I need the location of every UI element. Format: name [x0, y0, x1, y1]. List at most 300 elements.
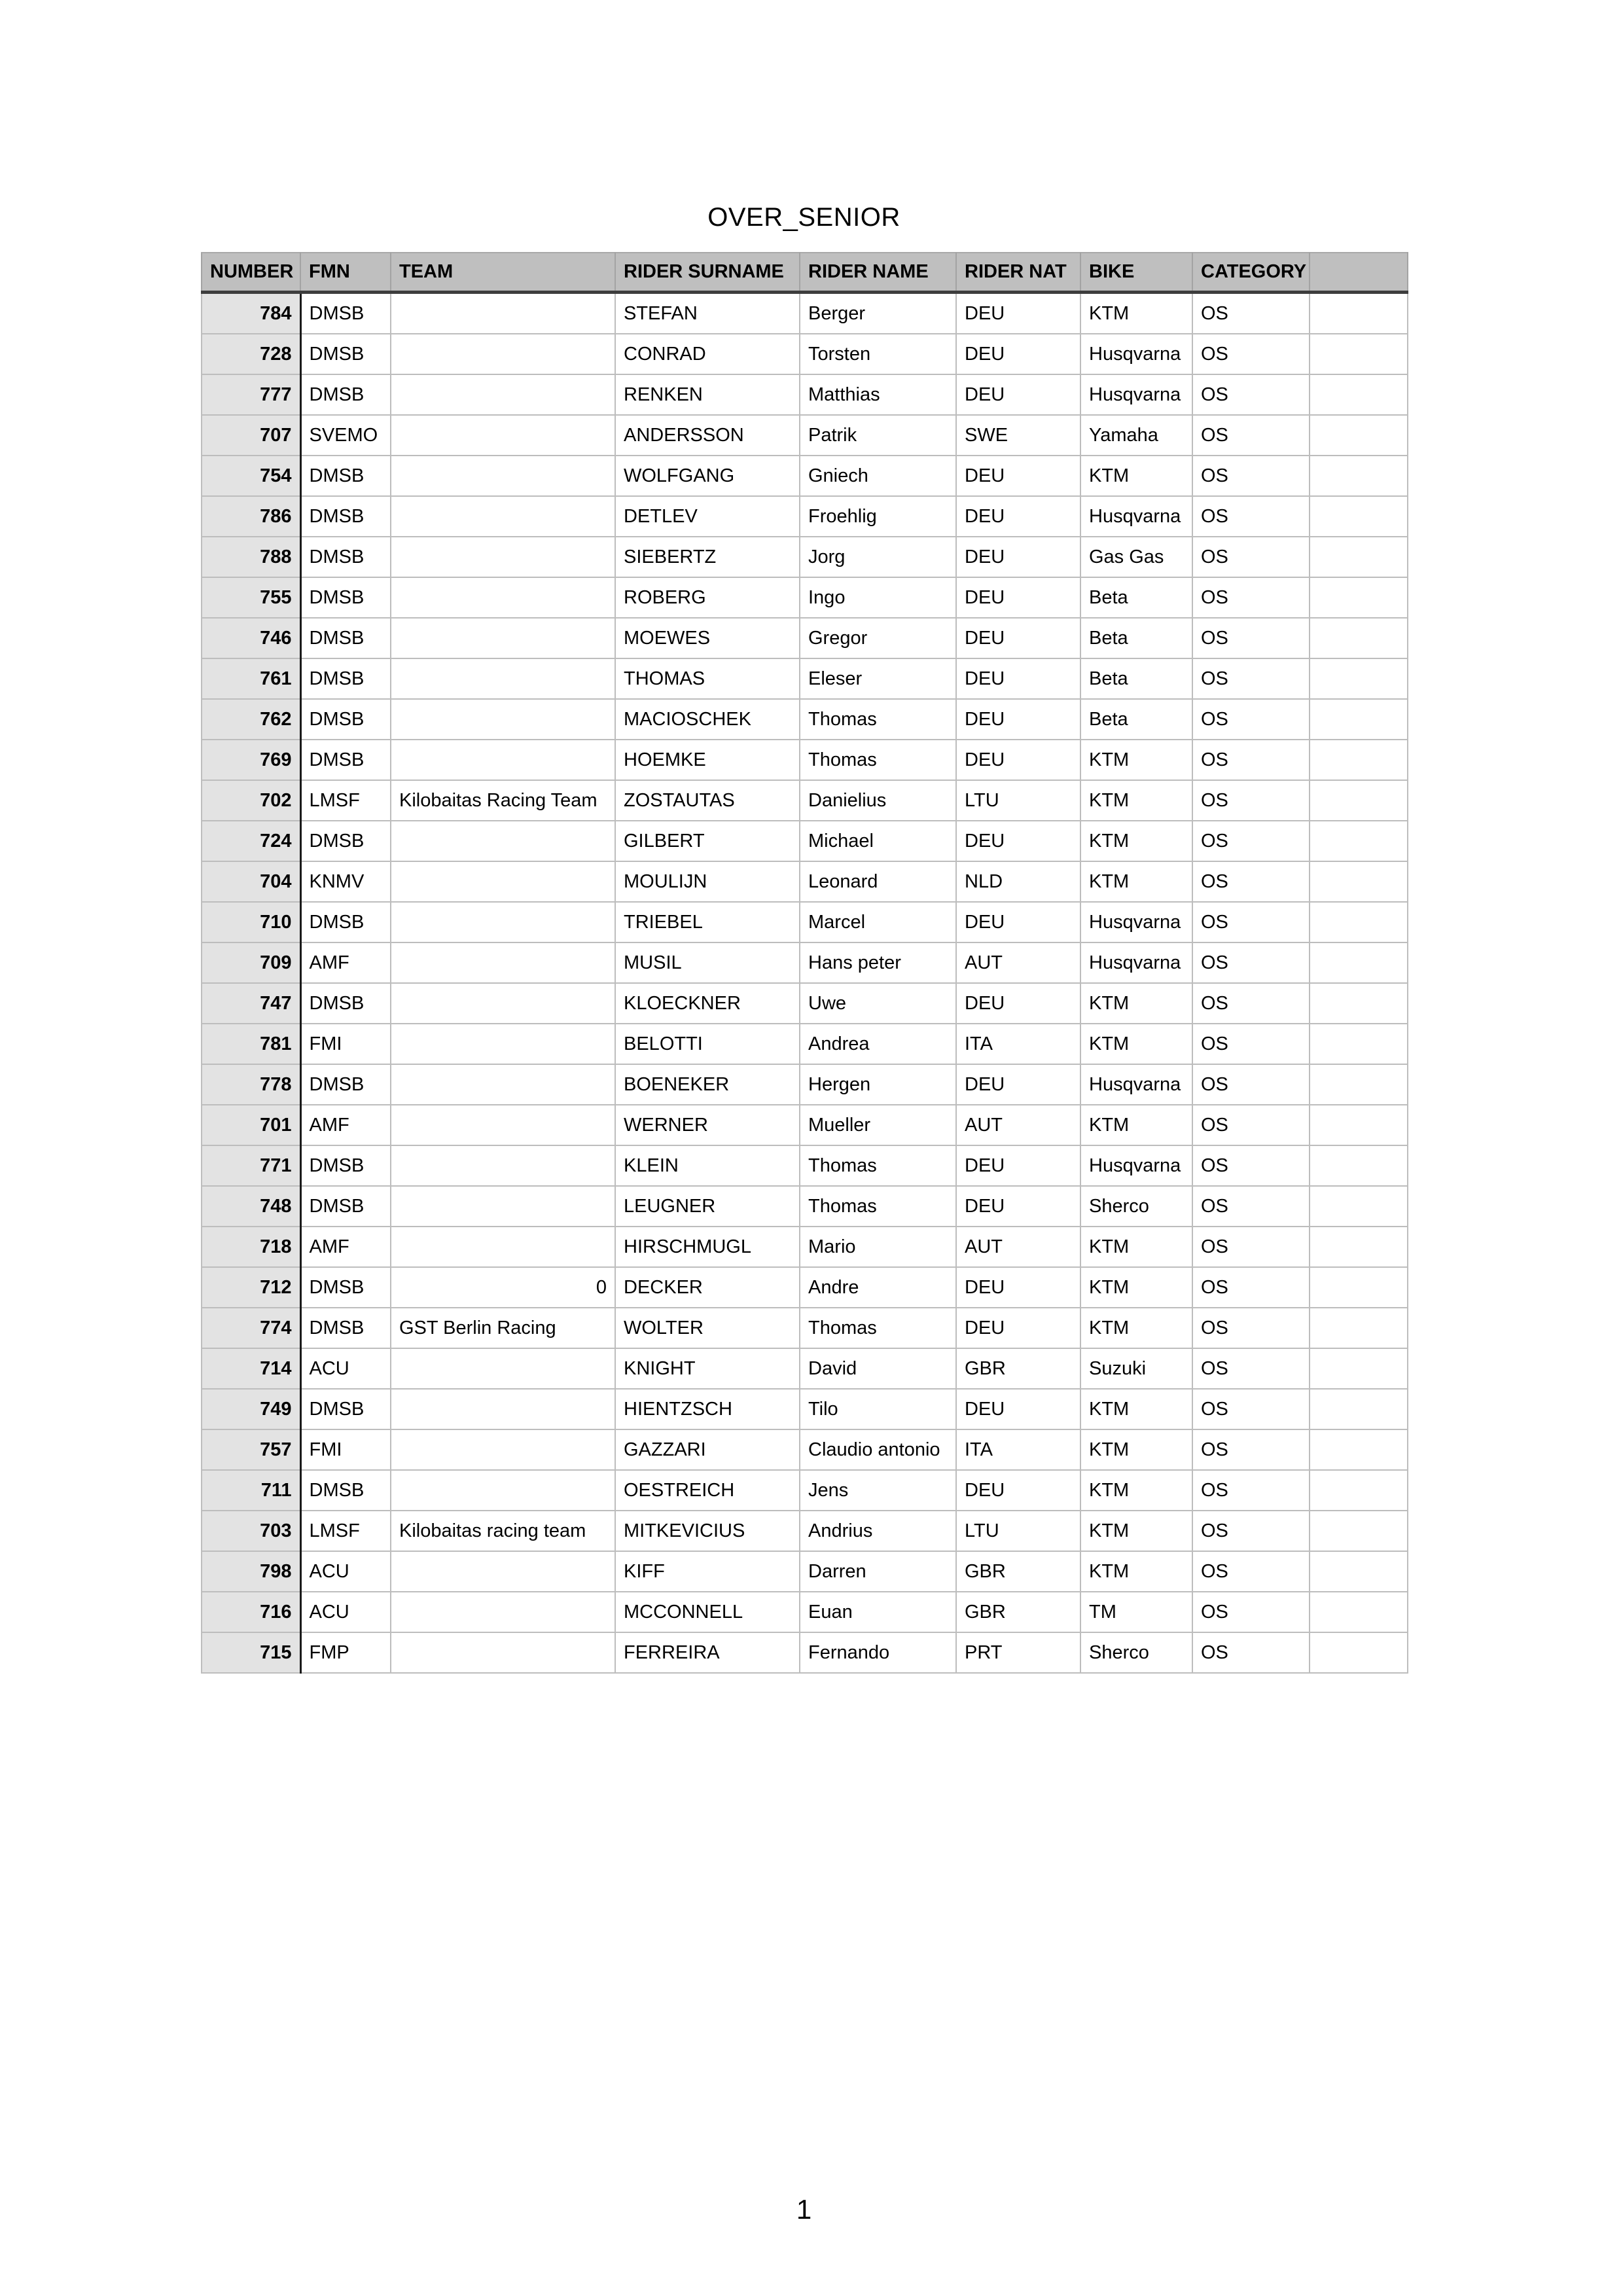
cell-number: 798 [202, 1551, 300, 1592]
cell-category: OS [1192, 1024, 1310, 1064]
cell-blank [1310, 456, 1408, 496]
cell-number: 711 [202, 1470, 300, 1511]
cell-blank [1310, 1145, 1408, 1186]
cell-bike: KTM [1080, 1308, 1192, 1348]
cell-nat: DEU [956, 1186, 1080, 1227]
cell-surname: LEUGNER [615, 1186, 800, 1227]
cell-bike: KTM [1080, 983, 1192, 1024]
cell-team [391, 1186, 615, 1227]
table-row [202, 1186, 1408, 1227]
table-row [202, 1024, 1408, 1064]
table-row [202, 861, 1408, 902]
cell-nat: DEU [956, 699, 1080, 740]
cell-number: 709 [202, 942, 300, 983]
cell-fmn: DMSB [300, 293, 391, 334]
cell-team [391, 1470, 615, 1511]
cell-surname: BOENEKER [615, 1064, 800, 1105]
cell-nat: DEU [956, 1064, 1080, 1105]
cell-blank [1310, 1024, 1408, 1064]
cell-name: Claudio antonio [800, 1429, 956, 1470]
cell-bike: Beta [1080, 699, 1192, 740]
cell-nat: GBR [956, 1551, 1080, 1592]
cell-fmn: DMSB [300, 740, 391, 780]
table-row [202, 577, 1408, 618]
cell-fmn: DMSB [300, 537, 391, 577]
cell-blank [1310, 658, 1408, 699]
cell-surname: MACIOSCHEK [615, 699, 800, 740]
cell-category: OS [1192, 1551, 1310, 1592]
cell-nat: DEU [956, 1267, 1080, 1308]
cell-blank [1310, 1551, 1408, 1592]
cell-nat: DEU [956, 334, 1080, 374]
col-header-rider-nat: RIDER NAT [956, 253, 1080, 293]
cell-team [391, 1145, 615, 1186]
cell-category: OS [1192, 658, 1310, 699]
table-row [202, 902, 1408, 942]
cell-nat: GBR [956, 1348, 1080, 1389]
cell-blank [1310, 496, 1408, 537]
cell-category: OS [1192, 618, 1310, 658]
col-header-number: NUMBER [202, 253, 300, 293]
cell-blank [1310, 618, 1408, 658]
cell-number: 747 [202, 983, 300, 1024]
cell-team [391, 1024, 615, 1064]
cell-blank [1310, 983, 1408, 1024]
cell-number: 746 [202, 618, 300, 658]
cell-team [391, 1227, 615, 1267]
cell-nat: LTU [956, 1511, 1080, 1551]
col-header-bike: BIKE [1080, 253, 1192, 293]
table-row [202, 456, 1408, 496]
cell-category: OS [1192, 902, 1310, 942]
cell-bike: Husqvarna [1080, 1064, 1192, 1105]
table-row [202, 1348, 1408, 1389]
cell-name: Andrius [800, 1511, 956, 1551]
cell-team [391, 1592, 615, 1632]
cell-number: 749 [202, 1389, 300, 1429]
cell-name: Mario [800, 1227, 956, 1267]
cell-name: Gniech [800, 456, 956, 496]
cell-bike: KTM [1080, 1511, 1192, 1551]
cell-surname: HIRSCHMUGL [615, 1227, 800, 1267]
cell-number: 714 [202, 1348, 300, 1389]
cell-fmn: ACU [300, 1592, 391, 1632]
table-row [202, 415, 1408, 456]
cell-name: Andre [800, 1267, 956, 1308]
cell-nat: DEU [956, 537, 1080, 577]
cell-category: OS [1192, 1592, 1310, 1632]
cell-name: Froehlig [800, 496, 956, 537]
cell-blank [1310, 1429, 1408, 1470]
cell-bike: KTM [1080, 740, 1192, 780]
cell-nat: NLD [956, 861, 1080, 902]
cell-category: OS [1192, 821, 1310, 861]
cell-team: Kilobaitas Racing Team [391, 780, 615, 821]
cell-surname: MITKEVICIUS [615, 1511, 800, 1551]
cell-number: 762 [202, 699, 300, 740]
cell-category: OS [1192, 1470, 1310, 1511]
cell-surname: KIFF [615, 1551, 800, 1592]
cell-number: 701 [202, 1105, 300, 1145]
rider-table-body [202, 293, 1408, 1674]
cell-fmn: DMSB [300, 983, 391, 1024]
cell-name: Hans peter [800, 942, 956, 983]
cell-fmn: DMSB [300, 699, 391, 740]
cell-surname: MCCONNELL [615, 1592, 800, 1632]
cell-category: OS [1192, 780, 1310, 821]
col-header-fmn: FMN [300, 253, 391, 293]
cell-name: Marcel [800, 902, 956, 942]
cell-nat: DEU [956, 1389, 1080, 1429]
cell-surname: THOMAS [615, 658, 800, 699]
cell-blank [1310, 780, 1408, 821]
cell-fmn: FMP [300, 1632, 391, 1673]
cell-blank [1310, 699, 1408, 740]
cell-number: 778 [202, 1064, 300, 1105]
cell-name: Thomas [800, 699, 956, 740]
cell-number: 704 [202, 861, 300, 902]
cell-fmn: DMSB [300, 1389, 391, 1429]
cell-team [391, 415, 615, 456]
cell-bike: KTM [1080, 1267, 1192, 1308]
cell-name: Michael [800, 821, 956, 861]
cell-number: 755 [202, 577, 300, 618]
cell-nat: SWE [956, 415, 1080, 456]
table-row [202, 496, 1408, 537]
cell-fmn: LMSF [300, 780, 391, 821]
cell-nat: AUT [956, 1105, 1080, 1145]
table-row [202, 1145, 1408, 1186]
cell-nat: DEU [956, 658, 1080, 699]
cell-category: OS [1192, 1064, 1310, 1105]
cell-nat: DEU [956, 1145, 1080, 1186]
cell-team [391, 1551, 615, 1592]
cell-fmn: FMI [300, 1024, 391, 1064]
cell-surname: KLEIN [615, 1145, 800, 1186]
cell-team [391, 618, 615, 658]
cell-category: OS [1192, 942, 1310, 983]
cell-category: OS [1192, 374, 1310, 415]
table-row [202, 1470, 1408, 1511]
cell-name: Eleser [800, 658, 956, 699]
cell-surname: MOEWES [615, 618, 800, 658]
cell-bike: Beta [1080, 658, 1192, 699]
table-row [202, 1064, 1408, 1105]
cell-bike: KTM [1080, 456, 1192, 496]
cell-number: 754 [202, 456, 300, 496]
cell-number: 728 [202, 334, 300, 374]
cell-fmn: SVEMO [300, 415, 391, 456]
cell-bike: Husqvarna [1080, 942, 1192, 983]
cell-number: 712 [202, 1267, 300, 1308]
table-row [202, 1389, 1408, 1429]
cell-number: 702 [202, 780, 300, 821]
cell-category: OS [1192, 1632, 1310, 1673]
col-header-blank [1310, 253, 1408, 293]
cell-category: OS [1192, 1145, 1310, 1186]
cell-fmn: DMSB [300, 334, 391, 374]
cell-fmn: DMSB [300, 374, 391, 415]
cell-name: Matthias [800, 374, 956, 415]
cell-fmn: DMSB [300, 456, 391, 496]
cell-number: 707 [202, 415, 300, 456]
cell-blank [1310, 577, 1408, 618]
cell-fmn: DMSB [300, 1064, 391, 1105]
cell-surname: MUSIL [615, 942, 800, 983]
cell-fmn: AMF [300, 1227, 391, 1267]
cell-bike: KTM [1080, 861, 1192, 902]
cell-nat: DEU [956, 740, 1080, 780]
col-header-rider-surname: RIDER SURNAME [615, 253, 800, 293]
cell-name: Hergen [800, 1064, 956, 1105]
cell-category: OS [1192, 861, 1310, 902]
cell-name: Jorg [800, 537, 956, 577]
cell-team [391, 942, 615, 983]
cell-surname: GAZZARI [615, 1429, 800, 1470]
table-row [202, 1308, 1408, 1348]
cell-number: 710 [202, 902, 300, 942]
cell-category: OS [1192, 1389, 1310, 1429]
cell-team [391, 1389, 615, 1429]
cell-fmn: DMSB [300, 496, 391, 537]
cell-bike: Beta [1080, 618, 1192, 658]
cell-number: 774 [202, 1308, 300, 1348]
cell-number: 788 [202, 537, 300, 577]
cell-surname: HOEMKE [615, 740, 800, 780]
cell-name: Torsten [800, 334, 956, 374]
cell-team: 0 [391, 1267, 615, 1308]
cell-surname: GILBERT [615, 821, 800, 861]
cell-category: OS [1192, 537, 1310, 577]
cell-surname: DECKER [615, 1267, 800, 1308]
cell-number: 757 [202, 1429, 300, 1470]
cell-name: Danielius [800, 780, 956, 821]
cell-number: 718 [202, 1227, 300, 1267]
cell-blank [1310, 1308, 1408, 1348]
cell-fmn: DMSB [300, 902, 391, 942]
cell-team [391, 293, 615, 334]
cell-blank [1310, 415, 1408, 456]
cell-number: 786 [202, 496, 300, 537]
cell-surname: FERREIRA [615, 1632, 800, 1673]
table-row [202, 983, 1408, 1024]
rider-table [201, 252, 1408, 1674]
cell-bike: KTM [1080, 1470, 1192, 1511]
cell-nat: DEU [956, 1308, 1080, 1348]
cell-bike: KTM [1080, 780, 1192, 821]
cell-surname: KLOECKNER [615, 983, 800, 1024]
cell-bike: KTM [1080, 821, 1192, 861]
cell-bike: Husqvarna [1080, 902, 1192, 942]
cell-bike: Yamaha [1080, 415, 1192, 456]
cell-name: Jens [800, 1470, 956, 1511]
table-row [202, 537, 1408, 577]
cell-bike: KTM [1080, 1024, 1192, 1064]
cell-fmn: DMSB [300, 1308, 391, 1348]
cell-number: 703 [202, 1511, 300, 1551]
cell-blank [1310, 740, 1408, 780]
header-row [202, 253, 1408, 293]
cell-nat: DEU [956, 1470, 1080, 1511]
cell-bike: KTM [1080, 1105, 1192, 1145]
cell-fmn: DMSB [300, 1267, 391, 1308]
cell-name: Patrik [800, 415, 956, 456]
cell-name: David [800, 1348, 956, 1389]
cell-name: Tilo [800, 1389, 956, 1429]
cell-category: OS [1192, 1105, 1310, 1145]
cell-category: OS [1192, 1186, 1310, 1227]
cell-fmn: AMF [300, 942, 391, 983]
cell-category: OS [1192, 577, 1310, 618]
cell-surname: WERNER [615, 1105, 800, 1145]
cell-blank [1310, 1632, 1408, 1673]
cell-name: Berger [800, 293, 956, 334]
table-row [202, 740, 1408, 780]
cell-bike: Husqvarna [1080, 496, 1192, 537]
cell-blank [1310, 1389, 1408, 1429]
cell-fmn: DMSB [300, 658, 391, 699]
cell-bike: Sherco [1080, 1632, 1192, 1673]
cell-fmn: DMSB [300, 821, 391, 861]
cell-surname: RENKEN [615, 374, 800, 415]
cell-name: Euan [800, 1592, 956, 1632]
table-row [202, 942, 1408, 983]
cell-team [391, 496, 615, 537]
cell-bike: TM [1080, 1592, 1192, 1632]
cell-bike: Husqvarna [1080, 374, 1192, 415]
cell-nat: GBR [956, 1592, 1080, 1632]
cell-blank [1310, 902, 1408, 942]
cell-blank [1310, 374, 1408, 415]
col-header-team: TEAM [391, 253, 615, 293]
cell-blank [1310, 821, 1408, 861]
cell-fmn: LMSF [300, 1511, 391, 1551]
page-title: OVER_SENIOR [707, 203, 901, 232]
cell-category: OS [1192, 456, 1310, 496]
cell-nat: DEU [956, 821, 1080, 861]
cell-team [391, 699, 615, 740]
cell-fmn: ACU [300, 1348, 391, 1389]
cell-name: Andrea [800, 1024, 956, 1064]
cell-blank [1310, 334, 1408, 374]
cell-category: OS [1192, 1429, 1310, 1470]
cell-team [391, 577, 615, 618]
table-row [202, 1105, 1408, 1145]
table-row [202, 821, 1408, 861]
cell-category: OS [1192, 293, 1310, 334]
cell-team [391, 983, 615, 1024]
cell-number: 716 [202, 1592, 300, 1632]
cell-bike: KTM [1080, 1551, 1192, 1592]
table-row [202, 618, 1408, 658]
cell-category: OS [1192, 1308, 1310, 1348]
cell-surname: TRIEBEL [615, 902, 800, 942]
cell-bike: KTM [1080, 1227, 1192, 1267]
cell-team [391, 902, 615, 942]
cell-fmn: DMSB [300, 618, 391, 658]
cell-category: OS [1192, 1511, 1310, 1551]
table-row [202, 1632, 1408, 1673]
cell-surname: ANDERSSON [615, 415, 800, 456]
cell-surname: BELOTTI [615, 1024, 800, 1064]
cell-category: OS [1192, 334, 1310, 374]
cell-category: OS [1192, 496, 1310, 537]
cell-category: OS [1192, 983, 1310, 1024]
cell-fmn: DMSB [300, 1145, 391, 1186]
cell-category: OS [1192, 740, 1310, 780]
cell-nat: DEU [956, 293, 1080, 334]
cell-team [391, 861, 615, 902]
cell-blank [1310, 1470, 1408, 1511]
cell-name: Uwe [800, 983, 956, 1024]
cell-nat: DEU [956, 618, 1080, 658]
cell-team [391, 1105, 615, 1145]
cell-team [391, 1064, 615, 1105]
table-row [202, 1551, 1408, 1592]
table-row [202, 1592, 1408, 1632]
cell-fmn: KNMV [300, 861, 391, 902]
cell-nat: DEU [956, 983, 1080, 1024]
cell-blank [1310, 861, 1408, 902]
cell-team: Kilobaitas racing team [391, 1511, 615, 1551]
cell-surname: DETLEV [615, 496, 800, 537]
cell-blank [1310, 1267, 1408, 1308]
table-row [202, 334, 1408, 374]
cell-name: Thomas [800, 1145, 956, 1186]
cell-nat: ITA [956, 1024, 1080, 1064]
cell-fmn: ACU [300, 1551, 391, 1592]
table-row [202, 780, 1408, 821]
cell-nat: DEU [956, 374, 1080, 415]
cell-team [391, 1429, 615, 1470]
cell-bike: Suzuki [1080, 1348, 1192, 1389]
cell-number: 724 [202, 821, 300, 861]
cell-blank [1310, 1511, 1408, 1551]
cell-surname: ROBERG [615, 577, 800, 618]
cell-nat: DEU [956, 496, 1080, 537]
table-row [202, 1267, 1408, 1308]
cell-blank [1310, 1227, 1408, 1267]
cell-blank [1310, 1348, 1408, 1389]
cell-name: Leonard [800, 861, 956, 902]
cell-fmn: FMI [300, 1429, 391, 1470]
cell-category: OS [1192, 1348, 1310, 1389]
cell-nat: DEU [956, 902, 1080, 942]
cell-nat: AUT [956, 942, 1080, 983]
cell-team [391, 740, 615, 780]
cell-surname: SIEBERTZ [615, 537, 800, 577]
cell-fmn: DMSB [300, 577, 391, 618]
cell-team [391, 658, 615, 699]
cell-name: Thomas [800, 740, 956, 780]
cell-blank [1310, 1592, 1408, 1632]
cell-number: 777 [202, 374, 300, 415]
cell-nat: DEU [956, 577, 1080, 618]
cell-blank [1310, 537, 1408, 577]
cell-bike: KTM [1080, 1429, 1192, 1470]
cell-team: GST Berlin Racing [391, 1308, 615, 1348]
cell-name: Fernando [800, 1632, 956, 1673]
table-row [202, 699, 1408, 740]
cell-name: Gregor [800, 618, 956, 658]
cell-bike: Gas Gas [1080, 537, 1192, 577]
cell-team [391, 1632, 615, 1673]
table-row [202, 658, 1408, 699]
cell-surname: WOLFGANG [615, 456, 800, 496]
cell-team [391, 537, 615, 577]
cell-bike: Husqvarna [1080, 334, 1192, 374]
cell-blank [1310, 942, 1408, 983]
